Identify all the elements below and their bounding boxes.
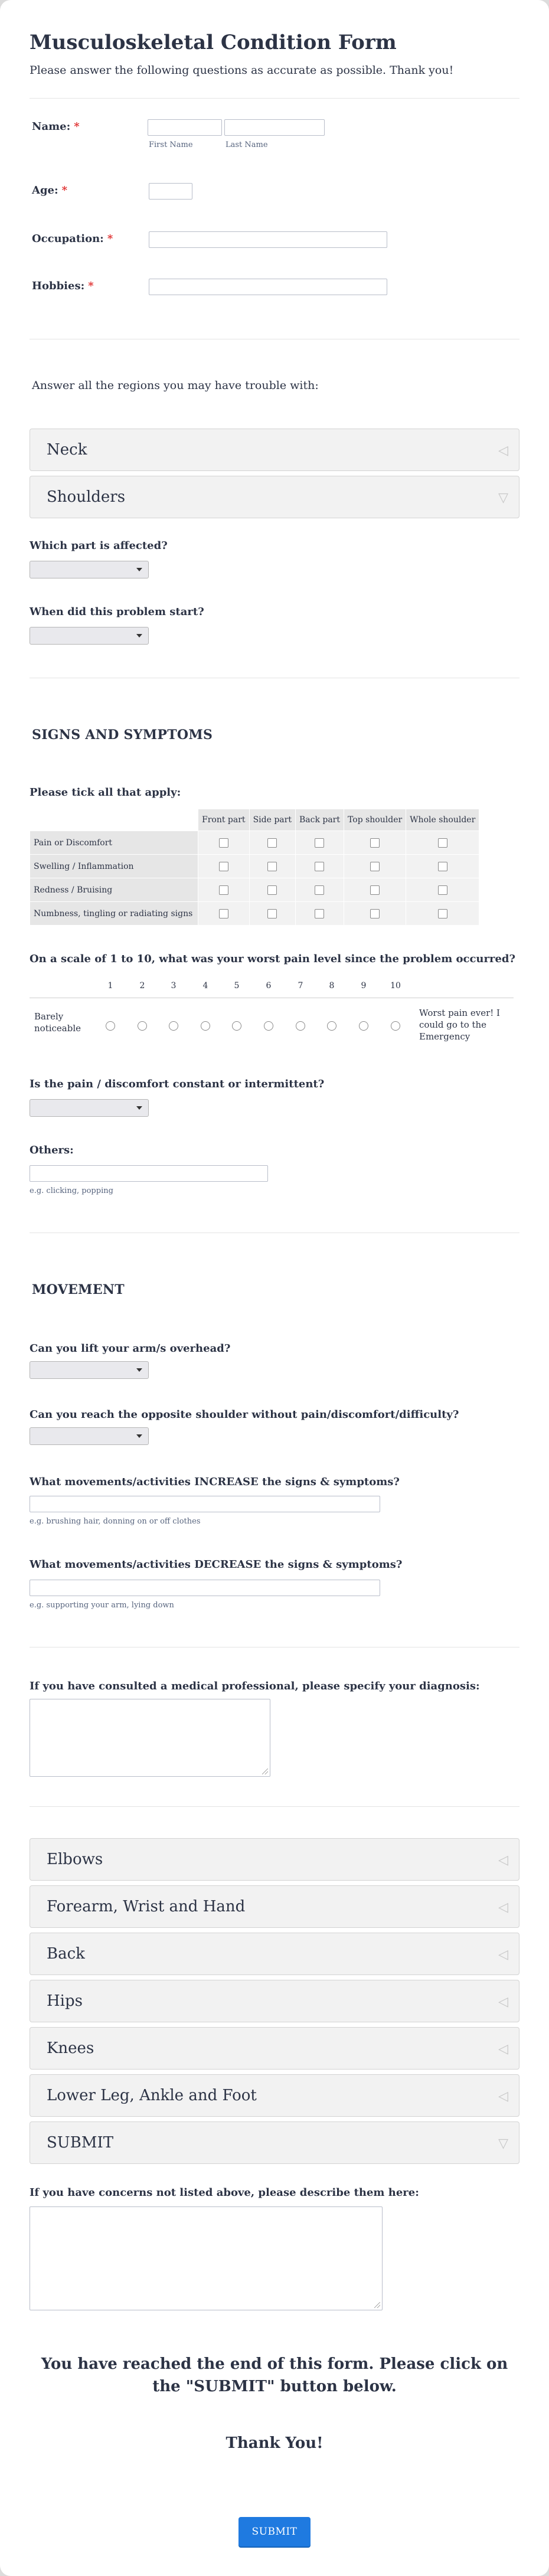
matrix-checkbox[interactable]: [219, 862, 228, 871]
scale-radio-1[interactable]: [106, 1021, 115, 1031]
constant-intermittent-select[interactable]: [30, 1099, 149, 1117]
diagnosis-textarea[interactable]: [30, 1699, 270, 1777]
scale-radio-4[interactable]: [201, 1021, 210, 1031]
others-label: Others:: [30, 1144, 74, 1156]
scale-number: 4: [202, 981, 208, 990]
concerns-textarea[interactable]: [30, 2206, 383, 2310]
symptoms-matrix: [30, 809, 479, 926]
submit-section-label: SUBMIT: [47, 2134, 114, 2152]
lift-arm-select[interactable]: [30, 1361, 149, 1379]
matrix-column-header: Side part: [249, 809, 295, 831]
matrix-column-header: Top shoulder: [344, 809, 406, 831]
matrix-row-label: Swelling / Inflammation: [30, 855, 198, 878]
matrix-checkbox[interactable]: [315, 909, 324, 918]
triangle-left-icon: ◁: [498, 1900, 508, 1915]
increase-activities-label: What movements/activities INCREASE the signs & symptoms?: [30, 1476, 400, 1488]
triangle-left-icon: ◁: [498, 1947, 508, 1962]
scale-radio-7[interactable]: [296, 1021, 305, 1031]
matrix-column-header: Whole shoulder: [406, 809, 479, 831]
decrease-activities-input[interactable]: [30, 1580, 380, 1596]
matrix-checkbox[interactable]: [267, 862, 277, 871]
hobbies-input[interactable]: [149, 279, 387, 295]
back-section-toggle[interactable]: [30, 1933, 519, 1975]
scale-number: 2: [139, 981, 145, 990]
hips-section-label: Hips: [47, 1992, 83, 2010]
occupation-label: Occupation: *: [32, 233, 113, 245]
scale-radio-3[interactable]: [169, 1021, 178, 1031]
matrix-checkbox[interactable]: [370, 838, 380, 848]
matrix-checkbox[interactable]: [438, 909, 447, 918]
matrix-checkbox[interactable]: [219, 838, 228, 848]
matrix-checkbox[interactable]: [438, 838, 447, 848]
first-name-sublabel: First Name: [149, 140, 193, 149]
problem-start-select[interactable]: [30, 627, 149, 645]
matrix-column-header: Front part: [198, 809, 250, 831]
matrix-row-label: Numbness, tingling or radiating signs: [30, 902, 198, 926]
concerns-label: If you have concerns not listed above, please describe them here:: [30, 2186, 419, 2199]
scale-number: 8: [329, 981, 335, 990]
part-affected-label: Which part is affected?: [30, 540, 168, 552]
diagnosis-label: If you have consulted a medical professional, please specify your diagnosis:: [30, 1680, 480, 1692]
divider: [30, 98, 519, 99]
problem-start-label: When did this problem start?: [30, 606, 204, 618]
matrix-checkbox[interactable]: [370, 862, 380, 871]
neck-section-toggle[interactable]: [30, 429, 519, 471]
scale-number: 9: [361, 981, 367, 990]
scale-radio-6[interactable]: [264, 1021, 273, 1031]
neck-section-label: Neck: [47, 441, 87, 459]
form-title: Musculoskeletal Condition Form: [30, 31, 397, 54]
submit-section-toggle[interactable]: [30, 2121, 519, 2164]
pain-scale-label: On a scale of 1 to 10, what was your worst pain level since the problem occurred?: [30, 953, 516, 965]
table-row: [30, 855, 479, 878]
lift-arm-label: Can you lift your arm/s overhead?: [30, 1342, 231, 1355]
tick-all-label: Please tick all that apply:: [30, 786, 181, 799]
triangle-left-icon: ◁: [498, 443, 508, 458]
age-input[interactable]: [149, 183, 192, 200]
triangle-left-icon: ◁: [498, 2089, 508, 2104]
knees-section-toggle[interactable]: [30, 2027, 519, 2070]
regions-instruction: Answer all the regions you may have trouble with:: [32, 379, 319, 392]
elbows-section-toggle[interactable]: [30, 1838, 519, 1881]
hobbies-label: Hobbies: *: [32, 280, 94, 292]
scale-number: 3: [171, 981, 177, 990]
part-affected-select[interactable]: [30, 561, 149, 578]
others-hint: e.g. clicking, popping: [30, 1186, 113, 1195]
matrix-checkbox[interactable]: [370, 885, 380, 895]
triangle-down-icon: ▽: [498, 2136, 508, 2151]
matrix-checkbox[interactable]: [315, 838, 324, 848]
scale-radio-5[interactable]: [232, 1021, 241, 1031]
scale-number: 10: [390, 981, 401, 990]
last-name-sublabel: Last Name: [226, 140, 268, 149]
constant-intermittent-label: Is the pain / discomfort constant or intermittent?: [30, 1078, 325, 1090]
matrix-checkbox[interactable]: [267, 885, 277, 895]
table-row: [30, 831, 479, 855]
table-row: [30, 902, 479, 926]
age-label: Age: *: [32, 184, 68, 197]
submit-button[interactable]: SUBMIT: [238, 2517, 311, 2546]
matrix-checkbox[interactable]: [315, 862, 324, 871]
matrix-checkbox[interactable]: [370, 909, 380, 918]
form-subtitle: Please answer the following questions as accurate as possible. Thank you!: [30, 64, 454, 77]
matrix-column-header: Back part: [295, 809, 344, 831]
back-section-label: Back: [47, 1945, 85, 1963]
lower-leg-section-label: Lower Leg, Ankle and Foot: [47, 2087, 257, 2104]
thank-you-text: Thank You!: [226, 2434, 323, 2452]
scale-radio-10[interactable]: [391, 1021, 400, 1031]
scale-number: 6: [266, 981, 272, 990]
scale-radio-8[interactable]: [327, 1021, 336, 1031]
increase-activities-input[interactable]: [30, 1496, 380, 1512]
signs-symptoms-heading: SIGNS AND SYMPTOMS: [32, 727, 213, 743]
scale-radio-2[interactable]: [138, 1021, 147, 1031]
triangle-left-icon: ◁: [498, 2042, 508, 2057]
matrix-checkbox[interactable]: [438, 885, 447, 895]
shoulders-section-toggle[interactable]: [30, 476, 519, 518]
first-name-input[interactable]: [148, 119, 222, 136]
shoulders-section-label: Shoulders: [47, 488, 126, 506]
forearm-section-toggle[interactable]: [30, 1885, 519, 1928]
decrease-hint: e.g. supporting your arm, lying down: [30, 1601, 174, 1610]
movement-heading: MOVEMENT: [32, 1282, 125, 1297]
occupation-input[interactable]: [149, 231, 387, 248]
elbows-section-label: Elbows: [47, 1851, 103, 1868]
triangle-left-icon: ◁: [498, 1995, 508, 2009]
lower-leg-section-toggle[interactable]: [30, 2074, 519, 2117]
triangle-left-icon: ◁: [498, 1853, 508, 1868]
forearm-section-label: Forearm, Wrist and Hand: [47, 1898, 246, 1915]
matrix-row-label: Redness / Bruising: [30, 878, 198, 902]
table-row: [30, 878, 479, 902]
divider: [30, 1806, 519, 1807]
scale-high-label: Worst pain ever! I could go to the Emergency: [419, 1008, 500, 1042]
reach-shoulder-label: Can you reach the opposite shoulder without pain/discomfort/difficulty?: [30, 1408, 459, 1421]
decrease-activities-label: What movements/activities DECREASE the signs & symptoms?: [30, 1558, 403, 1571]
others-input[interactable]: [30, 1165, 268, 1182]
knees-section-label: Knees: [47, 2039, 94, 2057]
matrix-corner: [30, 809, 198, 831]
name-label: Name: *: [32, 120, 80, 133]
scale-radio-9[interactable]: [359, 1021, 368, 1031]
scale-number: 7: [298, 981, 303, 990]
scale-number: 1: [107, 981, 113, 990]
hips-section-toggle[interactable]: [30, 1980, 519, 2022]
matrix-checkbox[interactable]: [267, 909, 277, 918]
scale-low-label: Barely noticeable: [34, 1011, 81, 1034]
triangle-down-icon: ▽: [498, 491, 508, 505]
scale-number: 5: [234, 981, 240, 990]
matrix-checkbox[interactable]: [315, 885, 324, 895]
reach-shoulder-select[interactable]: [30, 1427, 149, 1445]
matrix-checkbox[interactable]: [219, 909, 228, 918]
matrix-checkbox[interactable]: [267, 838, 277, 848]
increase-hint: e.g. brushing hair, donning on or off clothes: [30, 1517, 201, 1526]
matrix-checkbox[interactable]: [219, 885, 228, 895]
matrix-checkbox[interactable]: [438, 862, 447, 871]
matrix-row-label: Pain or Discomfort: [30, 831, 198, 855]
end-message: You have reached the end of this form. Please click on the "SUBMIT" button below.: [41, 2355, 508, 2395]
last-name-input[interactable]: [224, 119, 325, 136]
